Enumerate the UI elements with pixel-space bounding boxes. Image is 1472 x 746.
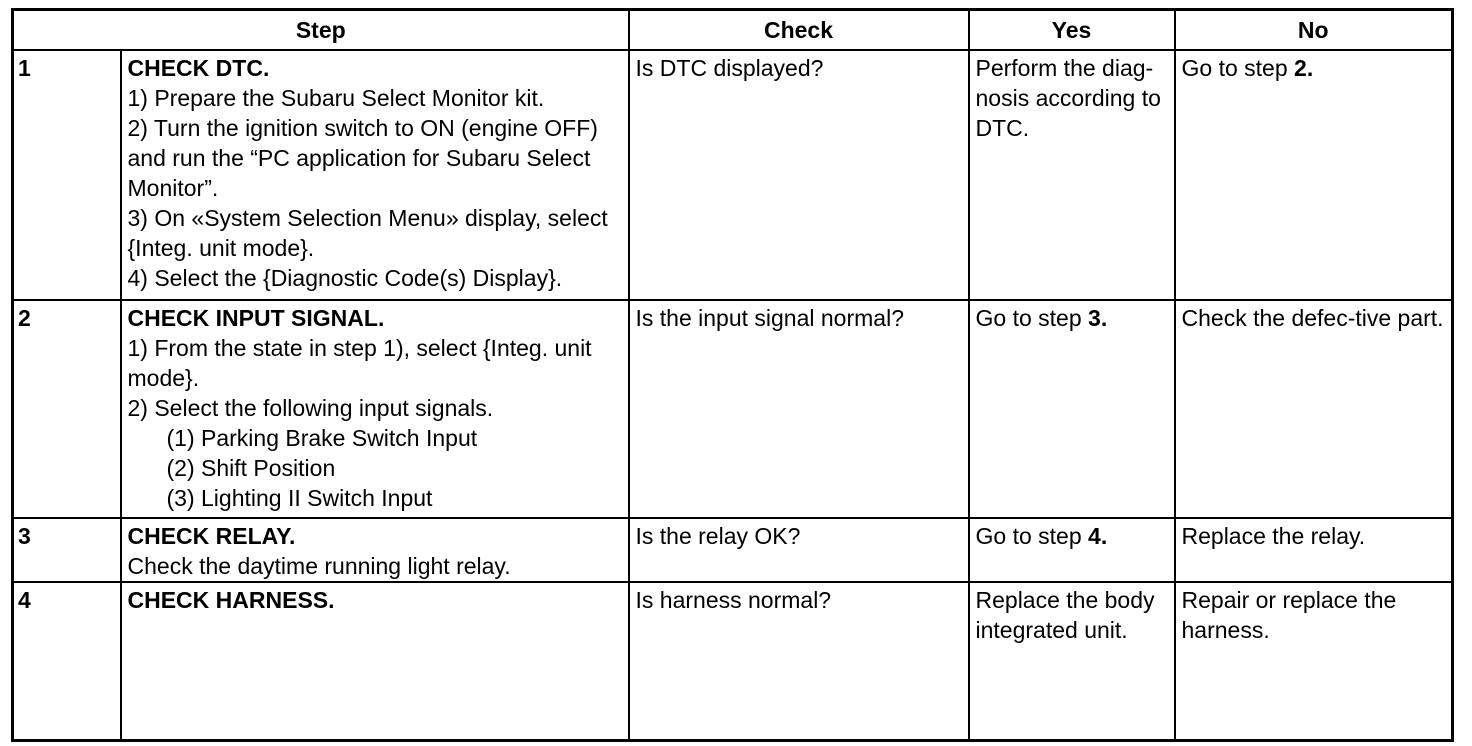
step-ref: 4 <box>1088 523 1101 549</box>
step-ref-period: . <box>1100 523 1108 549</box>
check-cell: Is the relay OK? <box>629 518 969 582</box>
step-ref: 3 <box>1088 305 1101 331</box>
check-cell: Is harness normal? <box>629 582 969 741</box>
step-number: 3 <box>13 518 121 582</box>
step-cell <box>121 300 629 518</box>
step-title: CHECK HARNESS. <box>127 587 335 613</box>
step-ref-period: . <box>1306 55 1314 81</box>
step-number: 1 <box>13 50 121 300</box>
no-cell: Replace the relay. <box>1175 518 1453 582</box>
step-ref: 2 <box>1294 55 1307 81</box>
step-cell <box>121 50 629 300</box>
yes-cell <box>969 300 1175 518</box>
header-step: Step <box>13 10 629 51</box>
diagnostic-table <box>11 8 1454 742</box>
step-subline: (2) Shift Position <box>166 455 336 481</box>
step-title: CHECK RELAY. <box>127 523 296 549</box>
table-row <box>13 518 1453 582</box>
step-cell <box>121 518 629 582</box>
step-line: Check the daytime running light relay. <box>127 553 511 579</box>
yes-text: Go to step <box>975 523 1089 549</box>
step-subline: (3) Lighting II Switch Input <box>166 485 433 511</box>
no-cell <box>1175 50 1453 300</box>
no-cell: Check the defec-tive part. <box>1175 300 1453 518</box>
step-ref-period: . <box>1100 305 1108 331</box>
step-cell <box>121 582 629 741</box>
yes-cell <box>969 518 1175 582</box>
step-number: 4 <box>13 582 121 741</box>
check-cell: Is the input signal normal? <box>629 300 969 518</box>
step-line: 4) Select the {Diagnostic Code(s) Display}. <box>127 265 563 291</box>
step-line: 3) On «System Selection Menu» display, select {Integ. unit mode}. <box>127 205 608 261</box>
yes-cell: Replace the body integrated unit. <box>969 582 1175 741</box>
step-number: 2 <box>13 300 121 518</box>
check-cell: Is DTC displayed? <box>629 50 969 300</box>
no-text: Go to step <box>1181 55 1295 81</box>
step-subline: (1) Parking Brake Switch Input <box>166 425 478 451</box>
header-check: Check <box>629 10 969 51</box>
table-row <box>13 582 1453 741</box>
yes-cell: Perform the diag-nosis according to DTC. <box>969 50 1175 300</box>
step-line: 1) Prepare the Subaru Select Monitor kit. <box>127 85 545 111</box>
no-cell: Repair or replace the harness. <box>1175 582 1453 741</box>
step-line: 2) Turn the ignition switch to ON (engine OFF) and run the “PC application for Subaru Select Monitor”. <box>127 115 598 201</box>
step-line: 2) Select the following input signals. <box>127 395 494 421</box>
table-row <box>13 300 1453 518</box>
table-row <box>13 50 1453 300</box>
step-title: CHECK INPUT SIGNAL. <box>127 305 385 331</box>
header-yes: Yes <box>969 10 1175 51</box>
header-row <box>13 10 1453 51</box>
yes-text: Go to step <box>975 305 1089 331</box>
header-no: No <box>1175 10 1453 51</box>
step-title: CHECK DTC. <box>127 55 270 81</box>
step-line: 1) From the state in step 1), select {Integ. unit mode}. <box>127 335 592 391</box>
